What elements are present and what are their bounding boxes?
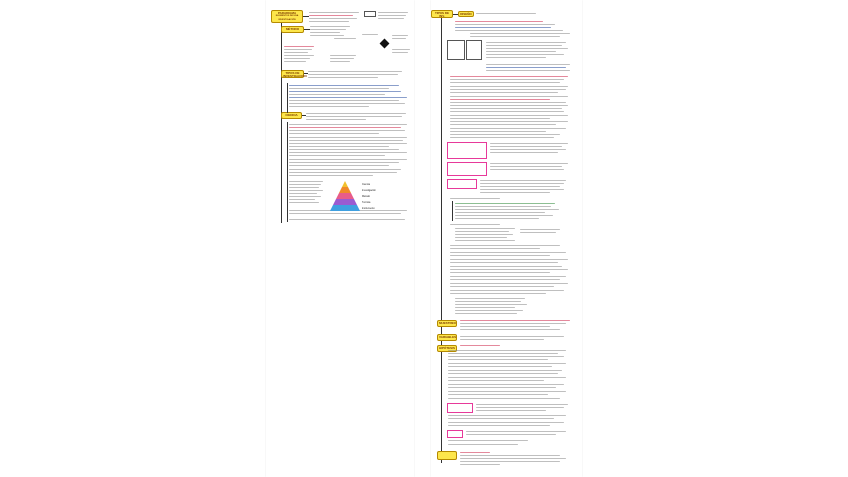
pyramid-label: Instrumento (362, 207, 375, 210)
pyramid-level-1 (342, 181, 348, 187)
section-box-paradigma (271, 10, 303, 23)
section-box-variables (437, 334, 457, 341)
note-box (364, 11, 376, 17)
pink-note-box (447, 403, 473, 413)
branch-line (452, 201, 453, 221)
section-subtitle: ELEMENTOS DE UNA INVESTIGACIÓN (275, 15, 299, 21)
pyramid-level-2 (339, 187, 351, 193)
pyramid-level-4 (333, 199, 357, 205)
note-box (447, 40, 465, 60)
pyramid-label: Técnica (362, 201, 371, 204)
pyramid-label: Investigación (362, 189, 376, 192)
trunk-line (441, 18, 442, 463)
pyramid-label: Método (362, 195, 370, 198)
section-title: MUESTREO (439, 321, 457, 325)
section-box-bottom (437, 451, 457, 460)
pink-note-box (447, 179, 477, 189)
section-box-muestreo (437, 320, 457, 327)
science-pyramid-diagram (330, 181, 360, 212)
section-box-ciencia (281, 112, 302, 119)
section-title: VARIABLES (439, 335, 457, 339)
trunk-line (281, 23, 282, 223)
connector (303, 16, 309, 17)
section-title: MÉTODO (285, 27, 300, 31)
section-box-metodo (281, 26, 304, 33)
note-box (466, 40, 482, 60)
section-title: TIPOS DE INVESTIGACIÓN (283, 71, 307, 79)
pink-note-box (447, 162, 487, 176)
section-box-tipos-inv (431, 10, 453, 18)
section-title: DISEÑO (460, 12, 472, 16)
section-title: CIENCIA (285, 113, 298, 117)
pyramid-level-3 (336, 193, 354, 199)
branch-line (287, 83, 288, 113)
pink-note-box (447, 430, 463, 438)
pink-note-box (447, 142, 487, 159)
section-title: HIPÓTESIS (439, 346, 456, 350)
section-box-tipos (281, 70, 307, 79)
pyramid-level-5 (330, 205, 360, 211)
section-box-diseno (458, 11, 474, 17)
section-title: PARADIGMA (277, 11, 297, 15)
branch-line (287, 122, 288, 222)
pyramid-label: Ciencia (362, 183, 370, 186)
connector (453, 14, 458, 15)
section-title: TIPOS DE INV. (434, 11, 449, 19)
